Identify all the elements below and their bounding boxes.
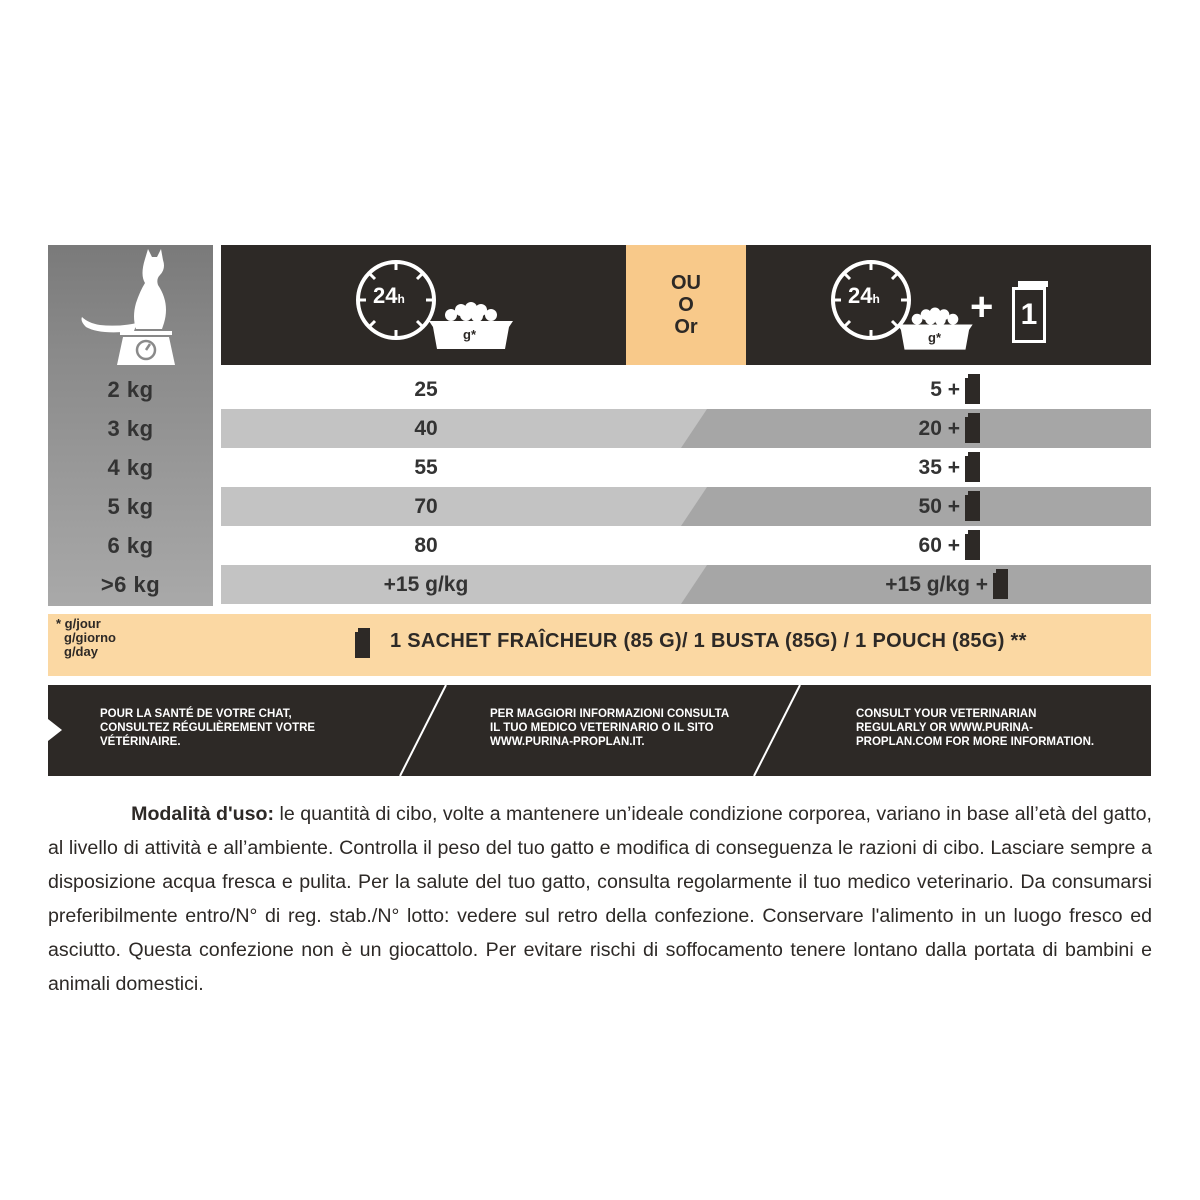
mixed-grams: 60 + bbox=[918, 534, 960, 557]
vet-info-en: CONSULT YOUR VETERINARIAN REGULARLY OR WWW.PURINA-PROPLAN.COM FOR MORE INFORMATION. bbox=[856, 708, 1095, 748]
per-day-note: * g/jour g/giorno g/day bbox=[56, 616, 116, 659]
usage-instructions bbox=[48, 797, 1152, 1001]
usage-label: Modalità d'uso: bbox=[131, 803, 275, 825]
pouch-icon bbox=[965, 534, 980, 560]
mixed-grams: 35 + bbox=[918, 456, 960, 479]
mixed-grams: 20 + bbox=[918, 417, 960, 440]
dry-grams: 55 bbox=[414, 456, 438, 479]
dry-grams: 80 bbox=[414, 534, 438, 557]
mixed-grams: 50 + bbox=[918, 495, 960, 518]
pouch-icon bbox=[355, 632, 370, 658]
pouch-count: 1 bbox=[1020, 298, 1038, 331]
header-mixed-feeding bbox=[746, 245, 1151, 365]
weight-label: 2 kg bbox=[107, 377, 154, 402]
hours-label: 24h bbox=[373, 283, 405, 308]
weight-label: 5 kg bbox=[107, 494, 154, 519]
or-box bbox=[626, 245, 746, 365]
pouch-icon bbox=[965, 495, 980, 521]
hours-label: 24h bbox=[848, 283, 880, 308]
or-en: Or bbox=[674, 316, 698, 338]
mixed-grams: +15 g/kg + bbox=[885, 573, 988, 596]
dry-grams: 70 bbox=[414, 495, 438, 518]
pouch-icon bbox=[965, 456, 980, 482]
weight-label: >6 kg bbox=[100, 572, 161, 597]
dry-grams: 25 bbox=[414, 378, 438, 401]
plus-sign: + bbox=[970, 285, 994, 329]
vet-info-it: PER MAGGIORI INFORMAZIONI CONSULTA IL TUO MEDICO VETERINARIO O IL SITO WWW.PURINA-PROPLAN.IT. bbox=[490, 708, 729, 748]
pouch-icon bbox=[965, 417, 980, 443]
header-dry-food bbox=[221, 245, 626, 365]
grams-label: g* bbox=[463, 327, 476, 342]
pouch-icon bbox=[1012, 287, 1046, 343]
weight-label: 3 kg bbox=[107, 416, 154, 441]
weight-label: 4 kg bbox=[107, 455, 154, 480]
bowl-icon bbox=[421, 297, 521, 355]
usage-line1: le quantità di cibo, volte a mantenere un’ideale condizione corporea, variano in base all’età del gatto, bbox=[279, 803, 1152, 825]
dry-grams: 40 bbox=[414, 417, 438, 440]
cat-on-scale-icon bbox=[48, 245, 213, 370]
usage-text: al livello di attività e all’ambiente. Controlla il peso del tuo gatto e modifica di conseguenza le razioni di cibo. Lasciare sempre a disposizione acqua fresca e pulita. Per la salute del tuo gatto, consulta regolarmente il tuo medico veterinario. Da consumarsi preferibilmente entro/N° di reg. stab./N° lotto: vedere sul retro della confezione. Conservare l'alimento in un luogo fresco ed asciutto. Questa confezione non è un giocattolo. Per evitare rischi di soffocamento tenere lontano dalla portata di bambini e animali domestici. bbox=[48, 837, 1152, 995]
or-fr: OU bbox=[671, 272, 701, 294]
pouch-size-text: 1 SACHET FRAÎCHEUR (85 G)/ 1 BUSTA (85G) / 1 POUCH (85G) ** bbox=[390, 630, 1027, 652]
vet-info-fr: POUR LA SANTÉ DE VOTRE CHAT, CONSULTEZ RÉGULIÈREMENT VOTRE VÉTÉRINAIRE. bbox=[100, 708, 316, 748]
weight-label: 6 kg bbox=[107, 533, 154, 558]
bowl-icon bbox=[890, 303, 980, 355]
or-it: O bbox=[678, 294, 694, 316]
pouch-icon bbox=[993, 573, 1008, 599]
dry-grams: +15 g/kg bbox=[383, 573, 469, 596]
vet-info-bar bbox=[48, 685, 1151, 776]
mixed-grams: 5 + bbox=[930, 378, 960, 401]
pouch-icon bbox=[965, 378, 980, 404]
grams-label: g* bbox=[928, 330, 941, 345]
